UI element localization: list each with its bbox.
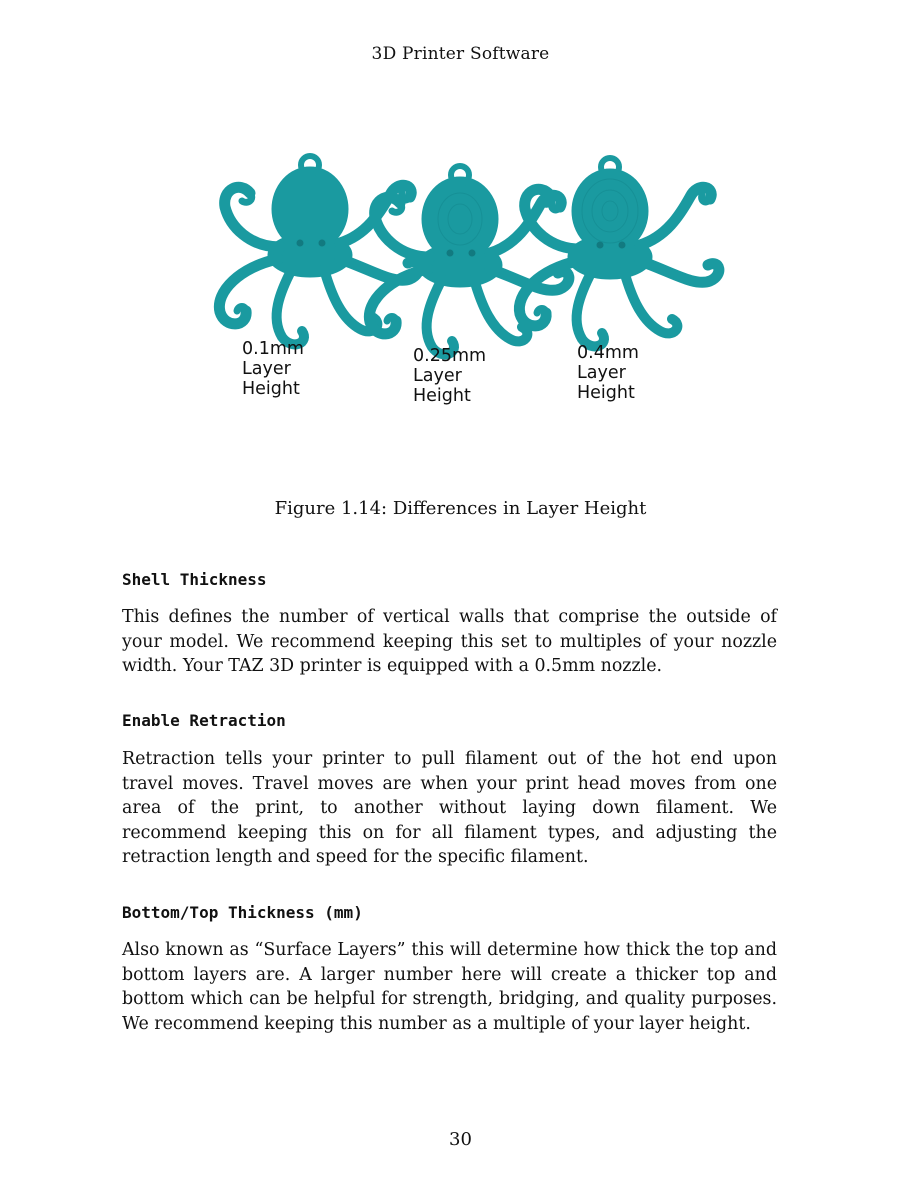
section-body-enable-retraction: Retraction tells your printer to pull filament out of the hot end upon travel moves. Travel moves are when your print head moves from one area of the print, to another without laying down filament. We recommend keeping this on for all filament types, and adjusting the retraction length and speed for the specific filament.: [122, 749, 777, 867]
section-heading-enable-retraction: Enable Retraction: [122, 711, 286, 730]
layer-label-word: Layer: [242, 359, 291, 379]
layer-label-value: 0.4mm: [577, 343, 639, 363]
layer-label-0-1mm: [242, 339, 304, 399]
layer-label-value: 0.25mm: [413, 346, 487, 366]
figure-caption: Figure 1.14: Differences in Layer Height: [274, 498, 647, 519]
octopus-prints-image: [160, 97, 738, 483]
figure-layer-height: [160, 97, 738, 483]
layer-label-word: Layer: [577, 363, 626, 383]
section-heading-bottom-top-thickness: Bottom/Top Thickness (mm): [122, 903, 363, 922]
section-heading-shell-thickness: Shell Thickness: [122, 570, 267, 589]
layer-label-word: Height: [242, 379, 300, 399]
octopus-print-3: [519, 158, 719, 346]
layer-label-0-4mm: [577, 343, 639, 403]
layer-label-word: Layer: [413, 366, 462, 386]
section-body-bottom-top-thickness: Also known as “Surface Layers” this will determine how thick the top and bottom layers are. A larger number here will create a thicker top and bottom which can be helpful for strength, bridging, and quality purposes. We recommend keeping this number as a multiple of your layer height.: [122, 940, 777, 1034]
section-body-shell-thickness: This defines the number of vertical walls that comprise the outside of your model. We recommend keeping this set to multiples of your nozzle width. Your TAZ 3D printer is equipped with a 0.5mm nozzle.: [122, 607, 777, 676]
page-number: 30: [449, 1129, 472, 1150]
layer-label-word: Height: [413, 386, 471, 406]
running-header: 3D Printer Software: [371, 44, 550, 64]
layer-label-value: 0.1mm: [242, 339, 304, 359]
layer-label-0-25mm: [413, 346, 486, 406]
layer-label-word: Height: [577, 383, 635, 403]
